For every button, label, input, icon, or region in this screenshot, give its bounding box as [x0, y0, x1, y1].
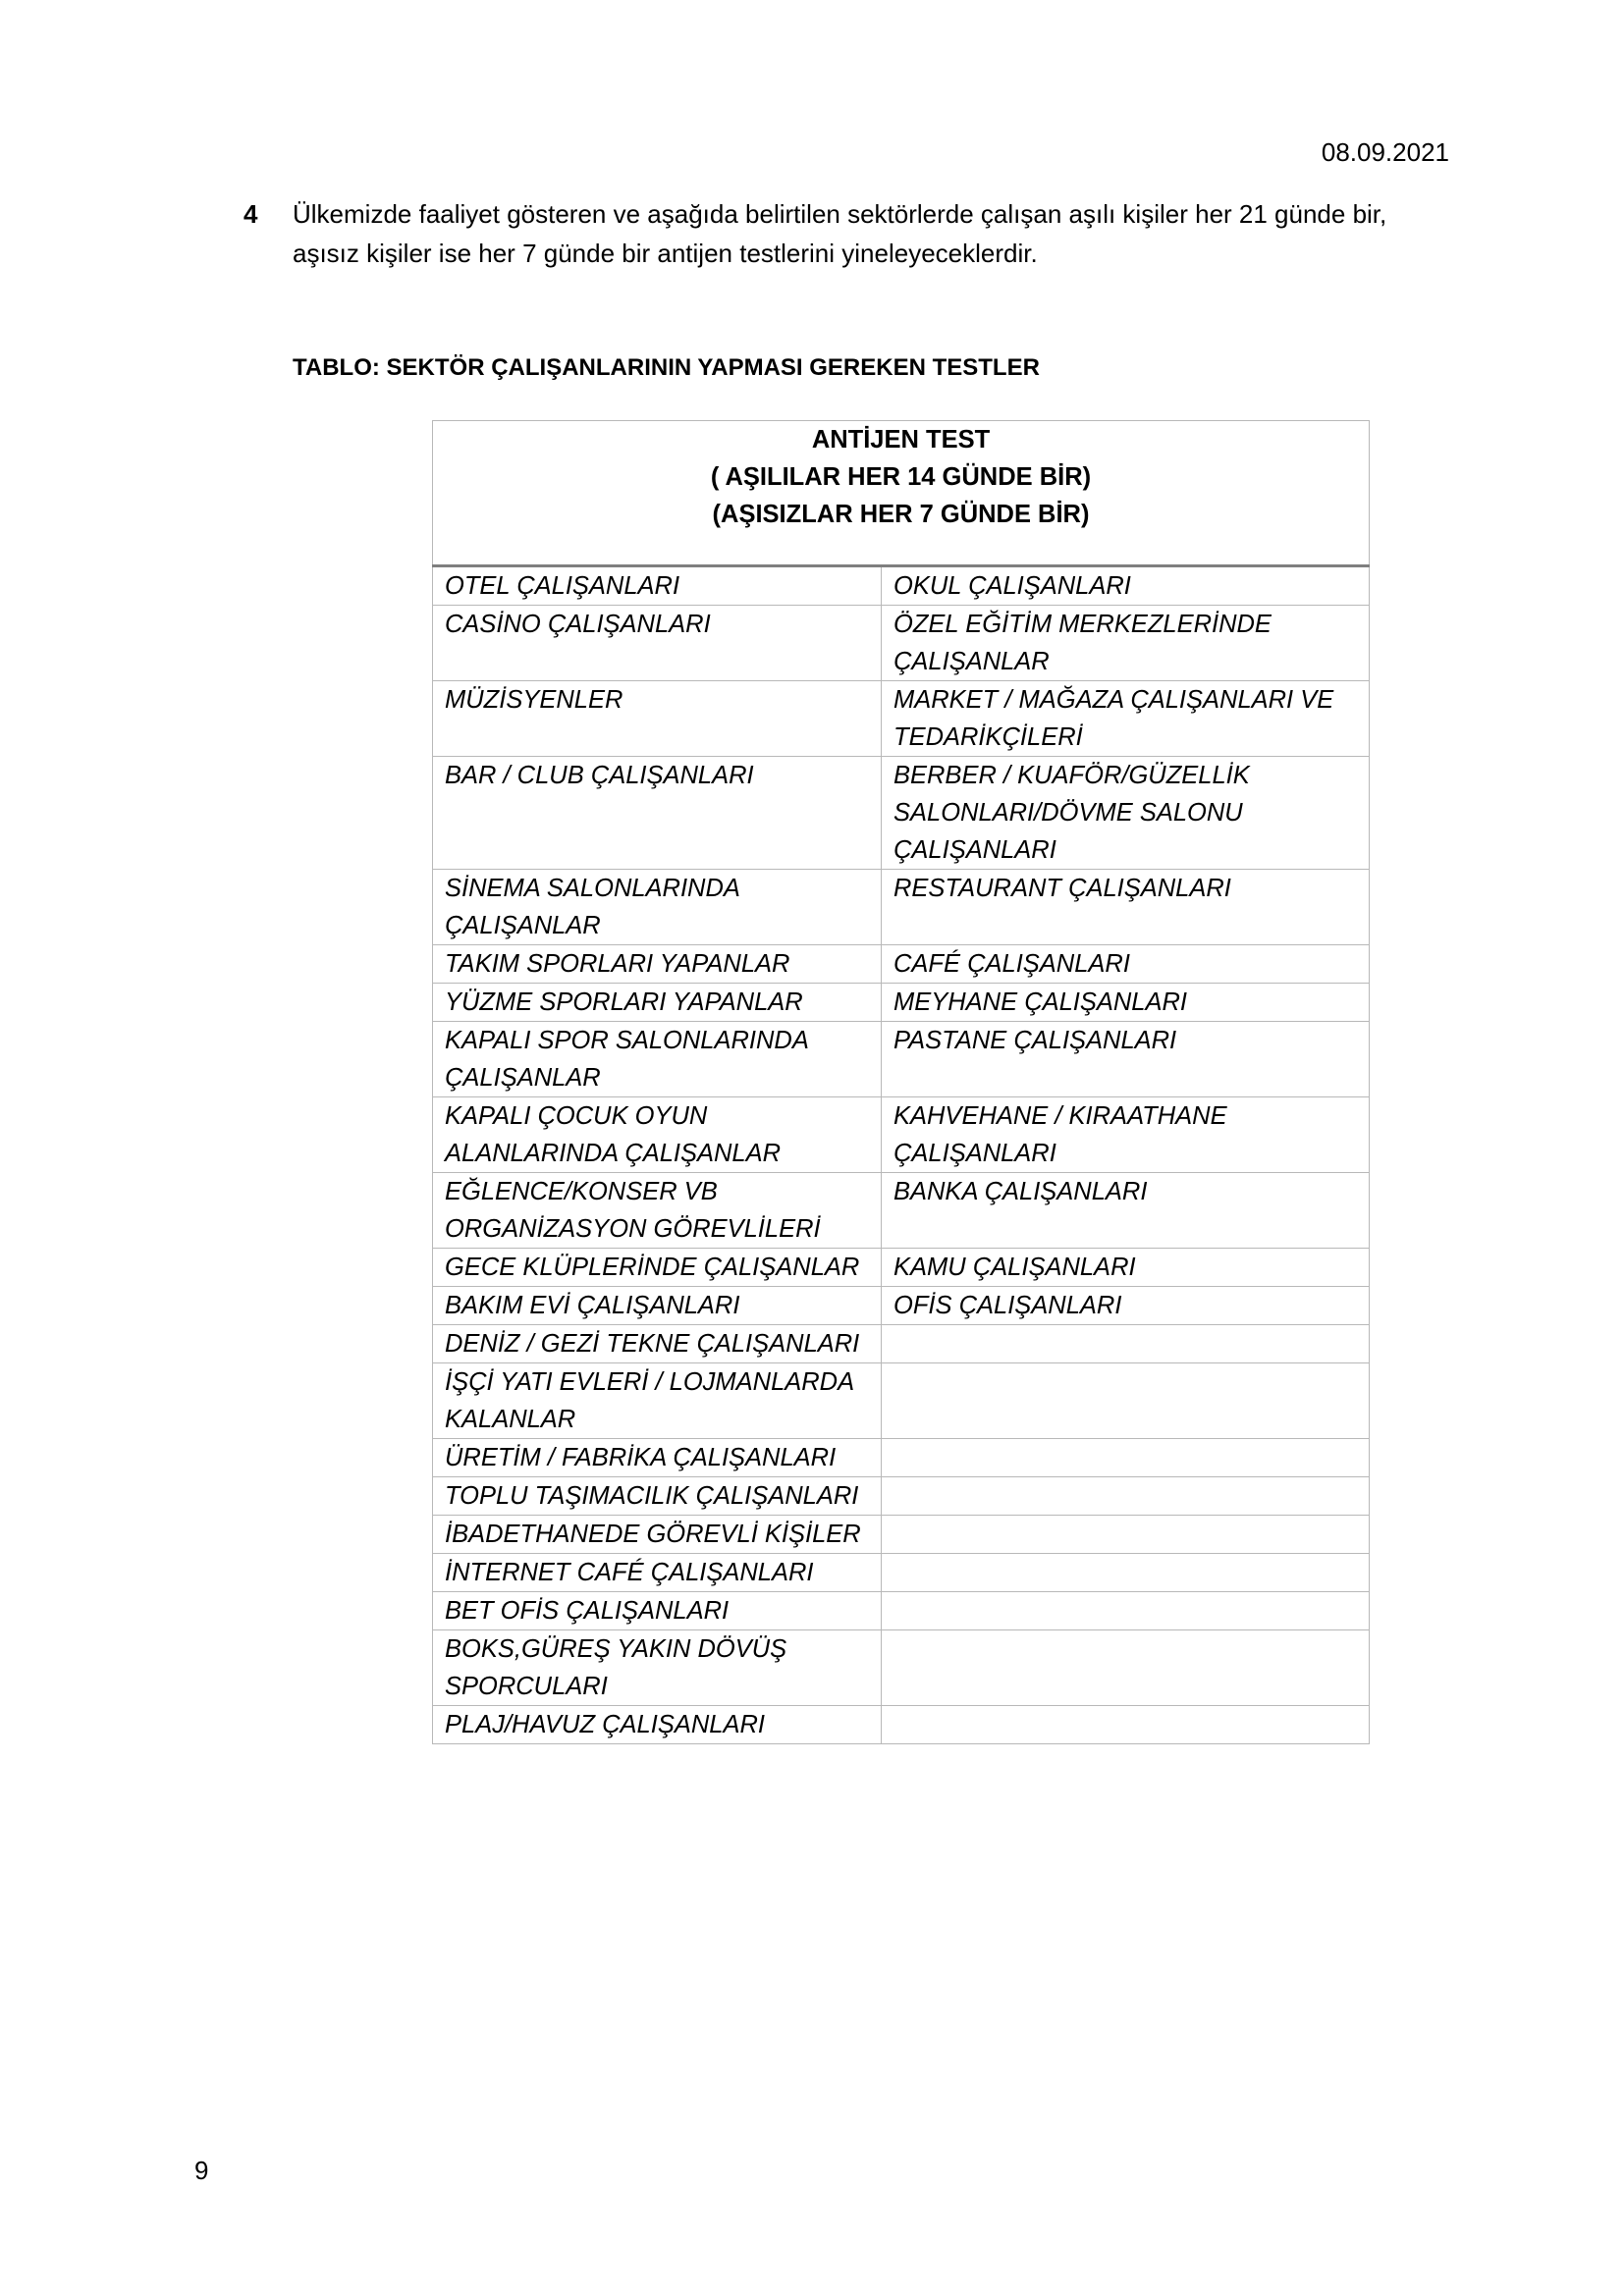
table-row — [433, 945, 1370, 984]
table-row — [433, 1630, 1370, 1706]
table-cell-right — [882, 1516, 1370, 1554]
table-cell-left: TOPLU TAŞIMACILIK ÇALIŞANLARI — [433, 1477, 882, 1516]
table-cell-left: BAR / CLUB ÇALIŞANLARI — [433, 757, 882, 870]
table-cell-left: DENİZ / GEZİ TEKNE ÇALIŞANLARI — [433, 1325, 882, 1363]
table-row — [433, 1287, 1370, 1325]
table-title: TABLO: SEKTÖR ÇALIŞANLARININ YAPMASI GEREKEN TESTLER — [293, 354, 1040, 381]
table-cell-left: BAKIM EVİ ÇALIŞANLARI — [433, 1287, 882, 1325]
paragraph-number: 4 — [244, 199, 258, 229]
table-row — [433, 1592, 1370, 1630]
table-cell-right: MARKET / MAĞAZA ÇALIŞANLARI VE TEDARİKÇİLERİ — [882, 681, 1370, 757]
table-row — [433, 1516, 1370, 1554]
table-row — [433, 757, 1370, 870]
paragraph-text: Ülkemizde faaliyet gösteren ve aşağıda belirtilen sektörlerde çalışan aşılı kişiler her 21 günde bir, aşısız kişiler ise her 7 günde bir antijen testlerini yineleyeceklerdir. — [293, 199, 1387, 268]
table-cell-left: ÜRETİM / FABRİKA ÇALIŞANLARI — [433, 1439, 882, 1477]
table-row — [433, 1249, 1370, 1287]
table-cell-right — [882, 1706, 1370, 1744]
table-cell-right — [882, 1363, 1370, 1439]
table-cell-left: İŞÇİ YATI EVLERİ / LOJMANLARDA KALANLAR — [433, 1363, 882, 1439]
table-cell-left: SİNEMA SALONLARINDA ÇALIŞANLAR — [433, 870, 882, 945]
table-cell-left: BOKS,GÜREŞ YAKIN DÖVÜŞ SPORCULARI — [433, 1630, 882, 1706]
table-cell-right: KAMU ÇALIŞANLARI — [882, 1249, 1370, 1287]
table-cell-left: İNTERNET CAFÉ ÇALIŞANLARI — [433, 1554, 882, 1592]
table-cell-right: PASTANE ÇALIŞANLARI — [882, 1022, 1370, 1097]
table-cell-left: BET OFİS ÇALIŞANLARI — [433, 1592, 882, 1630]
table-cell-right: BANKA ÇALIŞANLARI — [882, 1173, 1370, 1249]
table-row — [433, 1022, 1370, 1097]
paragraph-4 — [244, 194, 1441, 273]
table-cell-right: ÖZEL EĞİTİM MERKEZLERİNDE ÇALIŞANLAR — [882, 606, 1370, 681]
table-cell-right: RESTAURANT ÇALIŞANLARI — [882, 870, 1370, 945]
table-body — [433, 566, 1370, 1744]
table-row — [433, 1706, 1370, 1744]
sector-test-table — [432, 420, 1370, 1744]
table-cell-left: EĞLENCE/KONSER VB ORGANİZASYON GÖREVLİLERİ — [433, 1173, 882, 1249]
heading-line-unvaccinated: (AŞISIZLAR HER 7 GÜNDE BİR) — [712, 501, 1090, 528]
table-row — [433, 1173, 1370, 1249]
table-cell-right: OFİS ÇALIŞANLARI — [882, 1287, 1370, 1325]
table-cell-left: OTEL ÇALIŞANLARI — [433, 566, 882, 606]
table-row — [433, 870, 1370, 945]
table-heading — [433, 421, 1370, 566]
table-row — [433, 1097, 1370, 1173]
table-cell-left: TAKIM SPORLARI YAPANLAR — [433, 945, 882, 984]
table-cell-right — [882, 1554, 1370, 1592]
table-cell-right: MEYHANE ÇALIŞANLARI — [882, 984, 1370, 1022]
table-cell-right — [882, 1592, 1370, 1630]
table-cell-right: KAHVEHANE / KIRAATHANE ÇALIŞANLARI — [882, 1097, 1370, 1173]
table-cell-left: GECE KLÜPLERİNDE ÇALIŞANLAR — [433, 1249, 882, 1287]
table-row — [433, 606, 1370, 681]
table-cell-right — [882, 1325, 1370, 1363]
heading-line-vaccinated: ( AŞILILAR HER 14 GÜNDE BİR) — [710, 463, 1092, 491]
table-cell-left: MÜZİSYENLER — [433, 681, 882, 757]
table-row — [433, 1554, 1370, 1592]
table-cell-right — [882, 1439, 1370, 1477]
table-row — [433, 1477, 1370, 1516]
table-row — [433, 984, 1370, 1022]
table-cell-left: YÜZME SPORLARI YAPANLAR — [433, 984, 882, 1022]
table-row — [433, 1363, 1370, 1439]
table-cell-left: İBADETHANEDE GÖREVLİ KİŞİLER — [433, 1516, 882, 1554]
table-row — [433, 1325, 1370, 1363]
table-cell-right: BERBER / KUAFÖR/GÜZELLİK SALONLARI/DÖVME SALONU ÇALIŞANLARI — [882, 757, 1370, 870]
table-row — [433, 681, 1370, 757]
table-cell-right — [882, 1477, 1370, 1516]
table-cell-left: KAPALI SPOR SALONLARINDA ÇALIŞANLAR — [433, 1022, 882, 1097]
table-row — [433, 566, 1370, 606]
heading-line-antigen-test: ANTİJEN TEST — [811, 426, 991, 454]
table-cell-left: PLAJ/HAVUZ ÇALIŞANLARI — [433, 1706, 882, 1744]
table-row — [433, 1439, 1370, 1477]
table-cell-right: OKUL ÇALIŞANLARI — [882, 566, 1370, 606]
table-cell-left: KAPALI ÇOCUK OYUN ALANLARINDA ÇALIŞANLAR — [433, 1097, 882, 1173]
page-number: 9 — [194, 2156, 209, 2185]
table-cell-left: CASİNO ÇALIŞANLARI — [433, 606, 882, 681]
table-cell-right: CAFÉ ÇALIŞANLARI — [882, 945, 1370, 984]
table-header-row — [433, 421, 1370, 566]
document-date: 08.09.2021 — [1321, 137, 1449, 167]
table-cell-right — [882, 1630, 1370, 1706]
